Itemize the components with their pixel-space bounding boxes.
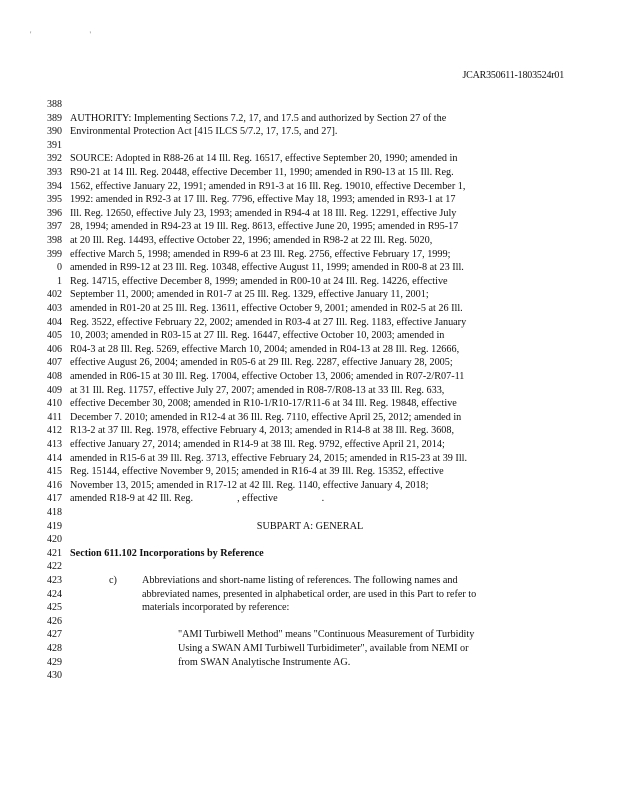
line-number: 413 [47, 439, 62, 450]
source-text: 10, 2003; amended in R03-15 at 27 Ill. Reg. 16447, effective October 10, 2003; amended in [70, 330, 445, 342]
source-text: 28, 1994; amended in R94-23 at 19 Ill. Reg. 8613, effective June 20, 1995; amended in R95-17 [70, 221, 459, 233]
source-text: SOURCE: Adopted in R88-26 at 14 Ill. Reg. 16517, effective September 20, 1990; amended in [70, 153, 458, 165]
line-number: 423 [47, 575, 62, 586]
source-text: amended in R15-6 at 39 Ill. Reg. 3713, effective February 24, 2015; amended in R15-23 at 39 Ill. [70, 452, 468, 464]
authority-text: AUTHORITY: Implementing Sections 7.2, 17, and 17.5 and authorized by Section 27 of the [70, 112, 447, 124]
line-number: 405 [47, 330, 62, 342]
line-number: 416 [47, 479, 62, 491]
subsection-text: materials incorporated by reference: [142, 602, 290, 614]
source-text: Reg. 14715, effective December 8, 1999; amended in R00-10 at 24 Ill. Reg. 14226, effective [70, 275, 448, 287]
subsection-text: abbreviated names, presented in alphabetical order, are used in this Part to refer to [142, 588, 477, 600]
line-number: 421 [47, 547, 62, 559]
authority-text: Environmental Protection Act [415 ILCS 5/7.2, 17, 17.5, and 27]. [70, 126, 338, 138]
source-text: Ill. Reg. 12650, effective July 23, 1993; amended in R94-4 at 18 Ill. Reg. 12291, effective July [70, 207, 457, 219]
line-number: 395 [47, 194, 62, 206]
line-number: 402 [47, 289, 62, 301]
line-number: 391 [47, 139, 62, 151]
line-number: 422 [47, 561, 62, 573]
line-number: 414 [47, 452, 62, 464]
source-text: 1992: amended in R92-3 at 17 Ill. Reg. 7796, effective May 18, 1993; amended in R93-1 at 17 [70, 194, 456, 206]
source-text: R04-3 at 28 Ill. Reg. 5269, effective March 10, 2004; amended in R04-13 at 28 Ill. Reg. 12666, [70, 343, 460, 355]
line-number: 394 [47, 180, 62, 192]
definition-text: "AMI Turbiwell Method" means "Continuous Measurement of Turbidity [178, 629, 475, 641]
line-number: 396 [47, 207, 62, 219]
line-number: 403 [47, 303, 62, 314]
line-number: 420 [47, 534, 62, 546]
source-text: R90-21 at 14 Ill. Reg. 20448, effective December 11, 1990; amended in R90-13 at 15 Ill. Reg. [70, 167, 454, 178]
source-text: Reg. 15144, effective November 9, 2015; amended in R16-4 at 39 Ill. Reg. 15352, effective [70, 466, 444, 478]
line-number: 0 [57, 262, 62, 274]
line-number: 417 [47, 493, 62, 505]
line-number: 418 [47, 507, 62, 518]
line-number: 426 [47, 615, 62, 627]
line-number: 408 [47, 371, 62, 382]
line-number: 410 [47, 398, 62, 410]
line-number: 411 [47, 411, 62, 423]
line-number: 430 [47, 670, 62, 682]
line-number: 388 [47, 99, 62, 110]
line-number: 427 [47, 629, 62, 641]
source-text: amended in R99-12 at 23 Ill. Reg. 10348, effective August 11, 1999; amended in R00-8 at 23 Ill. [70, 262, 464, 274]
line-number: 392 [47, 153, 62, 165]
source-text: 1562, effective January 22, 1991; amended in R91-3 at 16 Ill. Reg. 19010, effective December 1, [70, 180, 466, 192]
line-number: 397 [47, 221, 62, 233]
source-text: effective August 26, 2004; amended in R05-6 at 29 Ill. Reg. 2287, effective January 28, 2005; [70, 357, 453, 369]
source-text: November 13, 2015; amended in R17-12 at 42 Ill. Reg. 1140, effective January 4, 2018; [70, 479, 429, 491]
source-text-part: , effective [237, 493, 278, 505]
source-text: Reg. 3522, effective February 22, 2002; amended in R03-4 at 27 Ill. Reg. 1183, effective January [70, 316, 467, 328]
source-text: effective December 30, 2008; amended in R10-1/R10-17/R11-6 at 34 Ill. Reg. 19848, effective [70, 398, 457, 410]
source-text [70, 492, 324, 506]
line-number: 409 [47, 384, 62, 396]
source-text: September 11, 2000; amended in R01-7 at 25 Ill. Reg. 1329, effective January 11, 2001; [70, 289, 429, 301]
line-number: 407 [47, 357, 62, 369]
line-number: 1 [57, 275, 62, 287]
line-number: 398 [47, 235, 62, 246]
line-number: 412 [47, 425, 62, 437]
line-number: 428 [47, 643, 62, 654]
line-number: 424 [47, 588, 62, 600]
source-text: at 20 Ill. Reg. 14493, effective October 22, 1996; amended in R98-2 at 22 Ill. Reg. 5020, [70, 235, 433, 246]
line-number: 390 [47, 126, 62, 138]
definition-text: from SWAN Analytische Instrumente AG. [178, 656, 351, 668]
source-text: amended in R01-20 at 25 Ill. Reg. 13611, effective October 9, 2001; amended in R02-5 at 26 Ill. [70, 303, 463, 314]
source-text: at 31 Ill. Reg. 11757, effective July 27, 2007; amended in R08-7/R08-13 at 33 Ill. Reg. 633, [70, 384, 445, 396]
source-text-part: amended R18-9 at 42 Ill. Reg. [70, 493, 194, 505]
section-heading: Section 611.102 Incorporations by Reference [70, 547, 264, 559]
line-number: 393 [47, 167, 62, 178]
source-text: effective January 27, 2014; amended in R14-9 at 38 Ill. Reg. 9792, effective April 21, 2014; [70, 439, 445, 450]
source-text: amended in R06-15 at 30 Ill. Reg. 17004, effective October 13, 2006; amended in R07-2/R07-11 [70, 371, 465, 382]
line-number: 419 [47, 520, 62, 532]
source-text: effective March 5, 1998; amended in R99-6 at 23 Ill. Reg. 2756, effective February 17, 1999; [70, 248, 451, 260]
line-number: 406 [47, 343, 62, 355]
document-code: JCAR350611-1803524r01 [462, 70, 564, 81]
line-number: 415 [47, 466, 62, 478]
line-number: 404 [47, 316, 62, 328]
line-number: 425 [47, 602, 62, 614]
subsection-label: c) [109, 575, 117, 586]
line-number: 389 [47, 112, 62, 124]
line-number: 429 [47, 656, 62, 668]
source-text-part: . [321, 493, 325, 505]
line-number: 399 [47, 248, 62, 260]
subpart-heading: SUBPART A: GENERAL [256, 520, 364, 532]
definition-text: Using a SWAN AMI Turbiwell Turbidimeter", available from NEMI or [178, 643, 469, 654]
source-text: December 7. 2010; amended in R12-4 at 36 Ill. Reg. 7110, effective April 25, 2012; amended in [70, 411, 462, 423]
scan-marks: ' ' [30, 30, 119, 39]
subsection-text: Abbreviations and short-name listing of references. The following names and [142, 575, 458, 586]
source-text: R13-2 at 37 Ill. Reg. 1978, effective February 4, 2013; amended in R14-8 at 38 Ill. Reg. 3608, [70, 425, 455, 437]
